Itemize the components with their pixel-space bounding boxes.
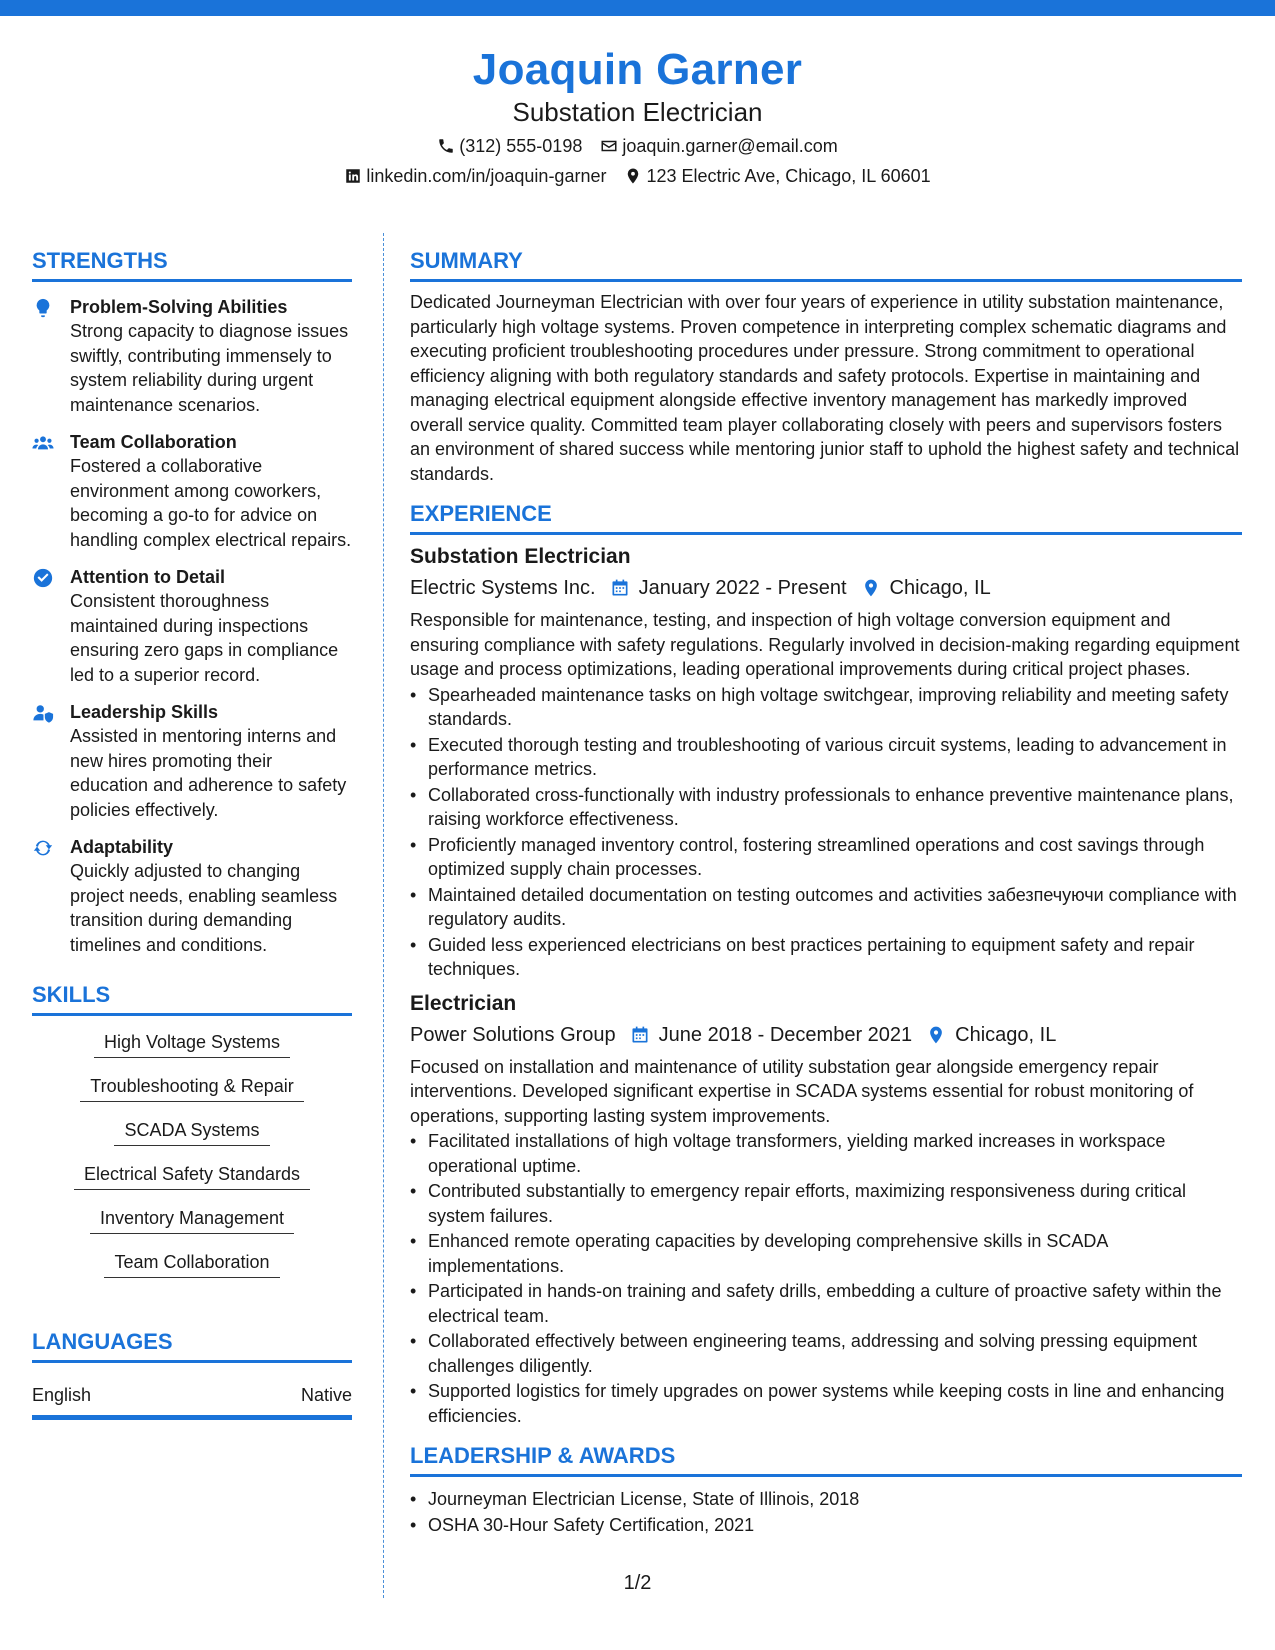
languages-heading: LANGUAGES xyxy=(32,1328,352,1363)
list-item: • Maintained detailed documentation on testing outcomes and activities забезпечуючи compliance with regulatory audits. xyxy=(410,883,1242,932)
linkedin-item[interactable] xyxy=(344,164,606,188)
location-pin-icon xyxy=(624,167,642,185)
linkedin-icon xyxy=(344,167,362,185)
strength-title: Problem-Solving Abilities xyxy=(70,297,288,317)
list-item: • Facilitated installations of high voltage transformers, yielding marked increases in workspace operational uptime. xyxy=(410,1129,1242,1178)
strengths-heading: STRENGTHS xyxy=(32,247,352,282)
address-text: 123 Electric Ave, Chicago, IL 60601 xyxy=(646,166,931,186)
language-level: Native xyxy=(300,1385,352,1405)
email-icon xyxy=(600,137,618,155)
list-item: • Executed thorough testing and troubleshooting of various circuit systems, leading to advancement in performance metrics. xyxy=(410,733,1242,782)
contact-row-1 xyxy=(0,134,1275,158)
list-item: • Collaborated cross-functionally with industry professionals to enhance preventive maintenance plans, raising workforce effectiveness. xyxy=(410,783,1242,832)
job-entry xyxy=(410,990,1242,1429)
strength-item xyxy=(32,565,352,687)
skill-tag: High Voltage Systems xyxy=(94,1030,290,1058)
column-divider xyxy=(383,233,384,1598)
user-shield-icon xyxy=(32,702,54,724)
language-row xyxy=(32,1383,352,1407)
top-accent-bar xyxy=(0,0,1275,16)
check-circle-icon xyxy=(32,567,54,589)
experience-heading: EXPERIENCE xyxy=(410,500,1242,535)
skill-tag: SCADA Systems xyxy=(114,1118,269,1146)
contact-row-2 xyxy=(0,164,1275,188)
phone-text: (312) 555-0198 xyxy=(459,136,583,156)
job-position: Electrician xyxy=(410,991,517,1015)
skills-heading: SKILLS xyxy=(32,981,352,1016)
strength-item xyxy=(32,700,352,822)
users-icon xyxy=(32,432,54,454)
list-item: • Proficiently managed inventory control, fostering streamlined operations and cost savings through optimized supply chain processes. xyxy=(410,833,1242,882)
strength-description: Consistent thoroughness maintained during inspections ensuring zero gaps in compliance led to a superior record. xyxy=(70,591,339,685)
left-column xyxy=(32,247,352,1420)
page-number: 1/2 xyxy=(623,1572,652,1594)
job-bullets xyxy=(410,683,1242,982)
strength-description: Strong capacity to diagnose issues swiftly, contributing immensely to system reliability during urgent maintenance scenarios. xyxy=(70,321,349,415)
awards-heading: LEADERSHIP & AWARDS xyxy=(410,1442,1242,1477)
list-item: • Journeyman Electrician License, State of Illinois, 2018 xyxy=(410,1487,1242,1512)
strength-description: Fostered a collaborative environment among coworkers, becoming a go-to for advice on handling complex electrical repairs. xyxy=(70,456,352,550)
address-item xyxy=(624,164,930,188)
job-bullets xyxy=(410,1129,1242,1428)
calendar-icon xyxy=(630,1025,650,1045)
location-pin-icon xyxy=(861,578,881,598)
list-item: • Contributed substantially to emergency repair efforts, maximizing responsiveness during critical system failures. xyxy=(410,1179,1242,1228)
phone-item xyxy=(437,134,582,158)
company-name: Electric Systems Inc. xyxy=(410,577,596,599)
list-item: • OSHA 30-Hour Safety Certification, 2021 xyxy=(410,1513,1242,1538)
job-position: Substation Electrician xyxy=(410,545,631,568)
skill-tag: Team Collaboration xyxy=(104,1250,279,1278)
job-description: Focused on installation and maintenance of utility substation gear alongside emergency repair interventions. Developed significant expertise in SCADA systems essential for robust monitoring of operations, supporting lasting system improvements. xyxy=(410,1056,1194,1126)
candidate-name: Joaquin Garner xyxy=(472,45,803,94)
job-entry xyxy=(410,543,1242,982)
strength-title: Team Collaboration xyxy=(70,432,237,452)
job-location: Chicago, IL xyxy=(889,577,991,599)
strength-item xyxy=(32,430,352,552)
right-column xyxy=(410,247,1242,1538)
list-item: • Guided less experienced electricians on best practices pertaining to equipment safety and repair techniques. xyxy=(410,933,1242,982)
email-link[interactable]: joaquin.garner@email.com xyxy=(622,136,838,156)
phone-icon xyxy=(437,137,455,155)
summary-text: Dedicated Journeyman Electrician with over four years of experience in utility substation maintenance, particularly high voltage systems. Proven competence in interpreting complex schematic diagrams and executing proficient troubleshooting procedures under pressure. Strong commitment to operational efficiency aligning with both regulatory standards and safety protocols. Expertise in maintaining and managing electrical equipment alongside effective inventory management has markedly improved overall service quality. Committed team player collaborating closely with peers and supervisors fosters an environment of shared success while mentoring junior staff to uphold the highest safety and technical standards. xyxy=(410,292,1240,484)
strength-description: Quickly adjusted to changing project needs, enabling seamless transition during demanding timelines and conditions. xyxy=(70,861,338,955)
strength-title: Attention to Detail xyxy=(70,567,225,587)
linkedin-link[interactable]: linkedin.com/in/joaquin-garner xyxy=(366,166,607,186)
job-dates: June 2018 - December 2021 xyxy=(658,1023,913,1046)
skill-tag: Inventory Management xyxy=(90,1206,294,1234)
job-description: Responsible for maintenance, testing, and inspection of high voltage conversion equipment and ensuring compliance with safety regulations. Regularly involved in decision-making regarding equipment usage and process optimizations, leading operational improvements during critical project phases. xyxy=(410,610,1240,679)
strength-item xyxy=(32,295,352,417)
list-item: • Collaborated effectively between engineering teams, addressing and solving pressing equipment challenges diligently. xyxy=(410,1329,1242,1378)
language-name: English xyxy=(32,1385,92,1405)
calendar-icon xyxy=(610,578,630,598)
location-pin-icon xyxy=(926,1025,946,1045)
job-meta xyxy=(410,574,1242,602)
sync-icon xyxy=(32,837,54,859)
skill-tag: Electrical Safety Standards xyxy=(74,1162,310,1190)
strength-title: Adaptability xyxy=(70,837,174,857)
skill-tag: Troubleshooting & Repair xyxy=(80,1074,303,1102)
job-title: Substation Electrician xyxy=(512,97,763,127)
skills-list xyxy=(32,1030,352,1294)
list-item: • Participated in hands-on training and safety drills, embedding a culture of proactive safety within the electrical team. xyxy=(410,1279,1242,1328)
job-dates: January 2022 - Present xyxy=(638,577,847,599)
summary-heading: SUMMARY xyxy=(410,247,1242,282)
job-location: Chicago, IL xyxy=(955,1023,1057,1046)
list-item: • Supported logistics for timely upgrades on power systems while keeping costs in line and enhancing efficiencies. xyxy=(410,1379,1242,1428)
awards-list xyxy=(410,1487,1242,1537)
list-item: • Enhanced remote operating capacities by developing comprehensive skills in SCADA implementations. xyxy=(410,1229,1242,1278)
strength-description: Assisted in mentoring interns and new hires promoting their education and adherence to safety policies effectively. xyxy=(70,726,347,820)
language-proficiency-bar xyxy=(32,1415,352,1420)
list-item: • Spearheaded maintenance tasks on high voltage switchgear, improving reliability and meeting safety standards. xyxy=(410,683,1242,732)
company-name: Power Solutions Group xyxy=(410,1023,616,1046)
job-meta xyxy=(410,1021,1242,1049)
email-item[interactable] xyxy=(600,134,837,158)
strength-item xyxy=(32,835,352,957)
lightbulb-icon xyxy=(32,297,54,319)
strength-title: Leadership Skills xyxy=(70,702,219,722)
resume-header xyxy=(0,44,1275,188)
